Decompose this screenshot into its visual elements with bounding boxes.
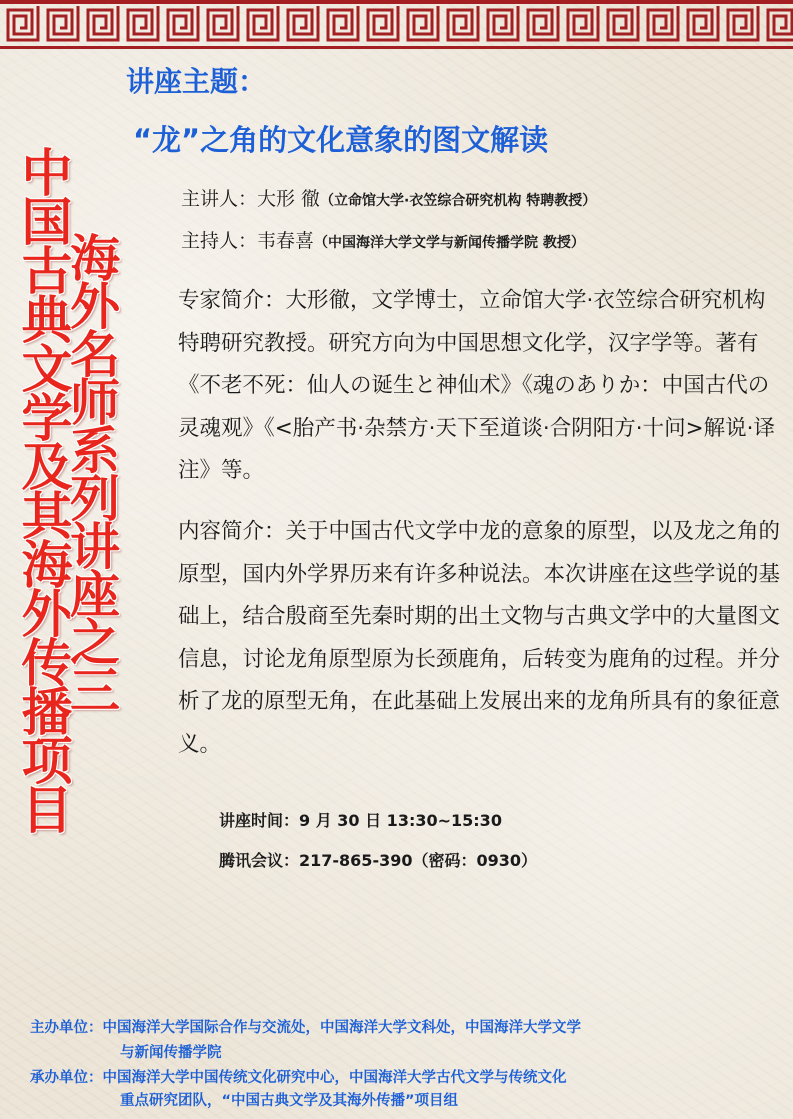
project-vertical-title: 中国古典文学及其海外传播项目 [12,146,72,832]
host-name: 主持人：韦春喜 [181,230,315,252]
speaker-affiliation: （立命馆大学·衣笠综合研究机构 特聘教授） [320,193,597,209]
topic-title: “龙”之角的文化意象的图文解读 [133,123,549,157]
host-org-line-1: 主办单位：中国海洋大学国际合作与交流处，中国海洋大学文科处，中国海洋大学文学 [30,1020,581,1036]
host-line [181,226,585,253]
co-org-line-1: 承办单位：中国海洋大学中国传统文化研究中心，中国海洋大学古代文学与传统文化 [30,1070,567,1086]
meeting-info: 腾讯会议：217-865-390（密码：0930） [219,851,538,870]
co-org-line-2: 重点研究团队，“中国古典文学及其海外传播”项目组 [120,1093,459,1109]
content-intro: 内容简介：关于中国古代文学中龙的意象的原型，以及龙之角的原型，国内外学界历来有许多种说法。本次讲座在这些学说的基础上，结合殷商至先秦时期的出土文物与古典文学中的大量图文信息，讨论龙角原型原为长颈鹿角，后转变为鹿角的过程。并分析了龙的原型无角，在此基础上发展出来的龙角所具有的象征意义。 [178,519,781,757]
speaker-name: 主讲人：大形 徹 [181,188,321,210]
host-org-line-2: 与新闻传播学院 [120,1045,222,1061]
host-affiliation: （中国海洋大学文学与新闻传播学院 教授） [314,235,585,251]
topic-label: 讲座主题： [126,65,267,98]
fretwork-border [0,0,793,52]
speaker-line [181,184,596,211]
lecture-time: 讲座时间：9 月 30 日 13:30~15:30 [219,811,502,830]
series-vertical-title: 海外名师系列讲座之三 [62,232,121,712]
expert-intro: 专家简介：大形徹，文学博士，立命馆大学·衣笠综合研究机构特聘研究教授。研究方向为中国思想文化学，汉字学等。著有《不老不死：仙人の诞生と神仙术》《魂のありか：中国古代の灵魂观》《<胎产书·杂禁方·天下至道谈·合阴阳方·十问>解说·译注》等。 [178,288,775,483]
